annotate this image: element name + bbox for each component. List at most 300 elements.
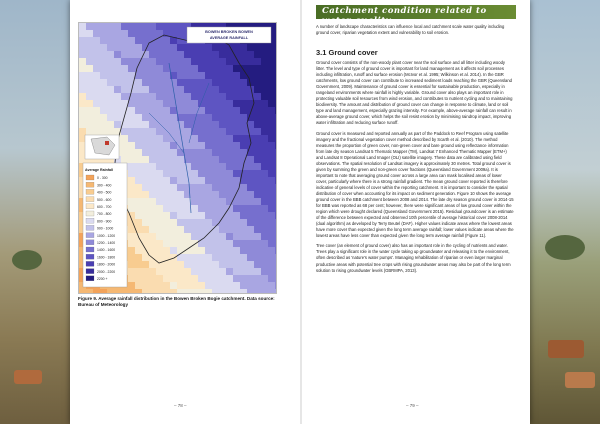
- rainfall-cell: [219, 247, 226, 254]
- rainfall-cell: [107, 289, 114, 293]
- rainfall-cell: [177, 268, 184, 275]
- rainfall-cell: [177, 93, 184, 100]
- rainfall-cell: [198, 142, 205, 149]
- rainfall-cell: [191, 79, 198, 86]
- rainfall-cell: [184, 86, 191, 93]
- rainfall-cell: [128, 128, 135, 135]
- rainfall-cell: [128, 30, 135, 37]
- rainfall-cell: [107, 65, 114, 72]
- rainfall-cell: [268, 107, 275, 114]
- rainfall-cell: [93, 37, 100, 44]
- rainfall-cell: [149, 205, 156, 212]
- right-page: [302, 0, 530, 424]
- rainfall-cell: [247, 191, 254, 198]
- paragraph: Tree cover (an element of ground cover) also has an important role in the cycling of nutrients and water. Trees play a significant role in the water cycle taking up groundwater and releasing it to the environment, often described as 'nature's water pumps'. Managing rehabilitation of riparian or even larger marginal productive areas with potential tree crops with rising groundwater areas may also be part of the long term solution to rising groundwater levels (GBRMPA, 2013).: [316, 243, 511, 273]
- rainfall-cell: [233, 100, 240, 107]
- rainfall-cell: [79, 44, 86, 51]
- rainfall-cell: [261, 128, 268, 135]
- rainfall-cell: [247, 212, 254, 219]
- rainfall-cell: [79, 37, 86, 44]
- rainfall-cell: [261, 79, 268, 86]
- rainfall-cell: [212, 212, 219, 219]
- rainfall-cell: [156, 254, 163, 261]
- rainfall-cell: [261, 149, 268, 156]
- rainfall-cell: [240, 86, 247, 93]
- rainfall-cell: [219, 149, 226, 156]
- rainfall-cell: [268, 44, 275, 51]
- rainfall-cell: [226, 86, 233, 93]
- rainfall-cell: [198, 163, 205, 170]
- rainfall-cell: [100, 86, 107, 93]
- rainfall-cell: [247, 65, 254, 72]
- rainfall-cell: [142, 142, 149, 149]
- rainfall-cell: [121, 128, 128, 135]
- legend-swatch: [86, 211, 94, 216]
- rainfall-cell: [79, 58, 86, 65]
- rainfall-cell: [226, 226, 233, 233]
- rainfall-cell: [177, 163, 184, 170]
- rainfall-cell: [198, 184, 205, 191]
- rainfall-cell: [198, 261, 205, 268]
- rainfall-cell: [100, 58, 107, 65]
- rainfall-cell: [163, 135, 170, 142]
- rainfall-cell: [107, 30, 114, 37]
- rainfall-cell: [226, 261, 233, 268]
- rainfall-cell: [121, 93, 128, 100]
- rainfall-cell: [128, 142, 135, 149]
- rainfall-cell: [261, 163, 268, 170]
- rainfall-cell: [170, 289, 177, 293]
- rainfall-cell: [149, 79, 156, 86]
- rainfall-cell: [205, 212, 212, 219]
- rainfall-cell: [254, 205, 261, 212]
- rainfall-cell: [170, 275, 177, 282]
- rainfall-cell: [128, 268, 135, 275]
- rainfall-cell: [156, 86, 163, 93]
- legend-label: 500 - 600: [97, 197, 112, 202]
- rainfall-cell: [107, 128, 114, 135]
- rainfall-cell: [219, 107, 226, 114]
- rainfall-cell: [268, 163, 275, 170]
- rainfall-cell: [177, 170, 184, 177]
- rainfall-cell: [163, 275, 170, 282]
- rainfall-cell: [261, 114, 268, 121]
- rainfall-cell: [163, 128, 170, 135]
- rainfall-cell: [121, 100, 128, 107]
- rainfall-cell: [100, 65, 107, 72]
- rainfall-cell: [177, 212, 184, 219]
- rainfall-cell: [268, 121, 275, 128]
- rainfall-cell: [226, 156, 233, 163]
- rainfall-cell: [170, 212, 177, 219]
- rainfall-cell: [268, 114, 275, 121]
- rainfall-cell: [156, 212, 163, 219]
- rainfall-cell: [86, 107, 93, 114]
- rainfall-cell: [191, 51, 198, 58]
- rainfall-cell: [198, 100, 205, 107]
- rainfall-cell: [205, 128, 212, 135]
- rainfall-cell: [163, 219, 170, 226]
- rainfall-cell: [275, 282, 276, 289]
- rainfall-cell: [254, 86, 261, 93]
- rainfall-cell: [135, 86, 142, 93]
- rainfall-cell: [254, 51, 261, 58]
- rainfall-cell: [184, 233, 191, 240]
- rainfall-cell: [170, 170, 177, 177]
- rainfall-cell: [205, 219, 212, 226]
- rainfall-map: [78, 22, 277, 294]
- rainfall-cell: [121, 37, 128, 44]
- legend-label: 700 - 800: [97, 212, 112, 217]
- rainfall-cell: [275, 23, 276, 30]
- rainfall-cell: [275, 135, 276, 142]
- rainfall-cell: [205, 275, 212, 282]
- rainfall-cell: [114, 93, 121, 100]
- rainfall-cell: [198, 121, 205, 128]
- rainfall-cell: [93, 30, 100, 37]
- rainfall-cell: [156, 184, 163, 191]
- rainfall-cell: [261, 240, 268, 247]
- rainfall-cell: [128, 121, 135, 128]
- subsection-heading: 3.1 Ground cover: [316, 48, 378, 57]
- rainfall-cell: [219, 268, 226, 275]
- rainfall-cell: [121, 79, 128, 86]
- rainfall-cell: [198, 191, 205, 198]
- rainfall-cell: [107, 121, 114, 128]
- legend-swatch: [86, 175, 94, 180]
- rainfall-cell: [114, 23, 121, 30]
- rainfall-cell: [156, 156, 163, 163]
- rainfall-cell: [275, 93, 276, 100]
- rainfall-cell: [184, 289, 191, 293]
- rainfall-cell: [268, 149, 275, 156]
- rainfall-cell: [184, 58, 191, 65]
- rainfall-cell: [212, 261, 219, 268]
- rainfall-cell: [198, 268, 205, 275]
- rainfall-cell: [128, 156, 135, 163]
- rainfall-cell: [121, 72, 128, 79]
- rainfall-cell: [191, 275, 198, 282]
- rainfall-cell: [198, 135, 205, 142]
- rainfall-cell: [233, 205, 240, 212]
- rainfall-cell: [128, 37, 135, 44]
- rainfall-cell: [135, 191, 142, 198]
- rainfall-cell: [233, 282, 240, 289]
- rainfall-cell: [107, 114, 114, 121]
- rainfall-cell: [170, 121, 177, 128]
- rainfall-cell: [219, 219, 226, 226]
- rainfall-cell: [128, 247, 135, 254]
- rainfall-cell: [184, 142, 191, 149]
- rainfall-cell: [240, 128, 247, 135]
- rainfall-cell: [268, 198, 275, 205]
- rainfall-cell: [142, 282, 149, 289]
- rainfall-cell: [128, 226, 135, 233]
- map-title-line1: BOWEN BROKEN BOWEN: [205, 30, 253, 34]
- rainfall-cell: [142, 65, 149, 72]
- rainfall-cell: [219, 65, 226, 72]
- rainfall-cell: [254, 93, 261, 100]
- rainfall-cell: [184, 163, 191, 170]
- rainfall-cell: [198, 282, 205, 289]
- rainfall-map-graphic: [79, 23, 276, 293]
- rainfall-cell: [226, 65, 233, 72]
- legend-swatch: [86, 254, 94, 259]
- rainfall-cell: [170, 79, 177, 86]
- rainfall-cell: [219, 72, 226, 79]
- rainfall-cell: [268, 142, 275, 149]
- rainfall-cell: [93, 58, 100, 65]
- rainfall-cell: [128, 282, 135, 289]
- rainfall-cell: [219, 51, 226, 58]
- rainfall-cell: [93, 72, 100, 79]
- rainfall-cell: [261, 268, 268, 275]
- rainfall-cell: [254, 247, 261, 254]
- rainfall-cell: [198, 93, 205, 100]
- rainfall-cell: [100, 128, 107, 135]
- rainfall-cell: [163, 79, 170, 86]
- rainfall-cell: [212, 184, 219, 191]
- rainfall-cell: [233, 121, 240, 128]
- rainfall-cell: [247, 233, 254, 240]
- rainfall-cell: [198, 149, 205, 156]
- rainfall-cell: [177, 58, 184, 65]
- rainfall-cell: [275, 72, 276, 79]
- rainfall-cell: [121, 23, 128, 30]
- rainfall-cell: [247, 254, 254, 261]
- rainfall-cell: [205, 86, 212, 93]
- rainfall-cell: [184, 128, 191, 135]
- rainfall-cell: [163, 191, 170, 198]
- rainfall-cell: [254, 107, 261, 114]
- rainfall-cell: [240, 114, 247, 121]
- rainfall-cell: [275, 191, 276, 198]
- rainfall-cell: [268, 184, 275, 191]
- rainfall-cell: [240, 289, 247, 293]
- rainfall-cell: [212, 289, 219, 293]
- rainfall-cell: [135, 275, 142, 282]
- rainfall-cell: [254, 198, 261, 205]
- rainfall-cell: [114, 107, 121, 114]
- rainfall-cell: [177, 177, 184, 184]
- rainfall-cell: [93, 100, 100, 107]
- rainfall-cell: [268, 233, 275, 240]
- rainfall-cell: [149, 289, 156, 293]
- rainfall-cell: [142, 163, 149, 170]
- rainfall-cell: [191, 268, 198, 275]
- rainfall-cell: [156, 51, 163, 58]
- rainfall-cell: [254, 212, 261, 219]
- rainfall-cell: [163, 23, 170, 30]
- rainfall-cell: [100, 44, 107, 51]
- rainfall-cell: [191, 44, 198, 51]
- rainfall-cell: [219, 233, 226, 240]
- rainfall-cell: [254, 219, 261, 226]
- legend-label: 2200 +: [97, 277, 108, 281]
- rainfall-cell: [100, 51, 107, 58]
- rainfall-cell: [163, 65, 170, 72]
- rainfall-cell: [100, 72, 107, 79]
- rainfall-cell: [93, 114, 100, 121]
- rainfall-cell: [142, 128, 149, 135]
- rainfall-cell: [170, 198, 177, 205]
- rainfall-cell: [212, 282, 219, 289]
- rainfall-cell: [142, 212, 149, 219]
- rainfall-cell: [149, 107, 156, 114]
- rainfall-cell: [254, 149, 261, 156]
- rainfall-cell: [191, 58, 198, 65]
- rainfall-cell: [240, 51, 247, 58]
- rainfall-cell: [191, 142, 198, 149]
- rainfall-cell: [142, 121, 149, 128]
- rainfall-cell: [149, 30, 156, 37]
- rainfall-cell: [226, 247, 233, 254]
- rainfall-cell: [191, 247, 198, 254]
- rainfall-cell: [135, 149, 142, 156]
- rainfall-cell: [254, 65, 261, 72]
- legend-label: 0 - 300: [97, 176, 108, 181]
- rainfall-cell: [254, 128, 261, 135]
- rainfall-cell: [205, 226, 212, 233]
- rainfall-cell: [247, 261, 254, 268]
- rainfall-cell: [205, 177, 212, 184]
- rainfall-cell: [100, 121, 107, 128]
- rainfall-cell: [86, 51, 93, 58]
- legend-swatch: [86, 261, 94, 266]
- rainfall-cell: [107, 79, 114, 86]
- rainfall-cell: [212, 177, 219, 184]
- rainfall-cell: [142, 184, 149, 191]
- rainfall-cell: [163, 170, 170, 177]
- rainfall-cell: [254, 184, 261, 191]
- legend-swatch: [86, 189, 94, 194]
- rainfall-cell: [205, 163, 212, 170]
- rainfall-cell: [163, 51, 170, 58]
- paragraph: Ground cover is measured and reported annually as part of the Paddock to Reef Program using satellite imagery and the fractional vegetation cover method described by Scarth et al. (2010). The method measures the proportion of green cover, non-green cover and bare ground using reflectance information from late dry season Landsat 5 Thematic Mapper (TM), Landsat 7 Enhanced Thematic Mapper (ETM+) and Landsat 8 Operational Land Imager (OLI) satellite imagery. These data are calibrated using field observations. The spatial resolution of Landsat imagery is approximately 30 metres. Total ground cover is given by summing the green and non-green cover fractions (Queensland Government 2009a). It is important to note that averaging ground cover across a large area can mask localised areas of lower cover, particularly where there is a strong rainfall gradient. The mean ground cover reported is therefore indicative of general levels of cover within the reporting catchment. It is important to consider the spatial distribution of cover when accounting for its impact on sediment generation. Figure 10 shows the average ground cover in the BBB catchment between 2008 and 2014. The late dry season ground cover in 2014-15 for BBB was reported as 68 per cent; however, there were significant areas of low ground cover within the region which were drought declared (Queensland Government 2015). Residual groundcover is an estimate of the difference between expected and observed 10th percentile of average historical cover 2008-2014 (dual algorithm) as developed by Terry Beutel (DAF). Higher values indicate areas where the lowest areas have more cover than expected given the long term average rainfall; lower values indicate areas where the lowest areas have less cover than expected given the long term average rainfall (Figure 11).: [316, 130, 514, 239]
- rainfall-cell: [191, 289, 198, 293]
- rainfall-cell: [170, 268, 177, 275]
- rainfall-cell: [226, 163, 233, 170]
- rainfall-cell: [184, 51, 191, 58]
- rainfall-cell: [226, 212, 233, 219]
- rainfall-cell: [93, 79, 100, 86]
- rainfall-cell: [184, 149, 191, 156]
- rainfall-cell: [135, 44, 142, 51]
- rainfall-cell: [184, 226, 191, 233]
- rainfall-cell: [268, 261, 275, 268]
- rainfall-cell: [121, 65, 128, 72]
- rainfall-cell: [198, 79, 205, 86]
- rainfall-cell: [261, 65, 268, 72]
- rainfall-cell: [177, 282, 184, 289]
- rainfall-cell: [198, 219, 205, 226]
- page-number-right: – 79 –: [406, 403, 419, 408]
- rainfall-cell: [191, 93, 198, 100]
- rainfall-cell: [261, 93, 268, 100]
- rainfall-cell: [268, 156, 275, 163]
- rainfall-cell: [233, 268, 240, 275]
- rainfall-cell: [156, 128, 163, 135]
- rainfall-cell: [100, 30, 107, 37]
- rainfall-cell: [142, 219, 149, 226]
- rainfall-cell: [205, 100, 212, 107]
- rainfall-cell: [191, 114, 198, 121]
- rainfall-cell: [205, 107, 212, 114]
- rainfall-cell: [142, 226, 149, 233]
- rainfall-cell: [268, 51, 275, 58]
- legend-swatch: [86, 204, 94, 209]
- rainfall-cell: [170, 51, 177, 58]
- rainfall-cell: [212, 233, 219, 240]
- rainfall-cell: [142, 86, 149, 93]
- rainfall-cell: [212, 79, 219, 86]
- rainfall-cell: [121, 86, 128, 93]
- rainfall-cell: [212, 275, 219, 282]
- rainfall-cell: [233, 114, 240, 121]
- rainfall-cell: [184, 254, 191, 261]
- rainfall-cell: [170, 254, 177, 261]
- rainfall-cell: [275, 100, 276, 107]
- rainfall-cell: [219, 142, 226, 149]
- rainfall-cell: [156, 44, 163, 51]
- rainfall-cell: [261, 100, 268, 107]
- rainfall-cell: [86, 86, 93, 93]
- rainfall-cell: [156, 135, 163, 142]
- rainfall-cell: [135, 163, 142, 170]
- rainfall-cell: [233, 72, 240, 79]
- legend-swatch: [86, 225, 94, 230]
- rainfall-cell: [198, 65, 205, 72]
- rainfall-cell: [275, 212, 276, 219]
- rainfall-cell: [79, 289, 86, 293]
- rainfall-cell: [233, 128, 240, 135]
- rainfall-cell: [149, 135, 156, 142]
- rainfall-cell: [100, 100, 107, 107]
- rainfall-cell: [163, 233, 170, 240]
- rainfall-cell: [268, 240, 275, 247]
- rainfall-cell: [142, 79, 149, 86]
- rainfall-cell: [205, 282, 212, 289]
- rainfall-cell: [226, 177, 233, 184]
- rainfall-cell: [156, 107, 163, 114]
- rainfall-cell: [275, 240, 276, 247]
- rainfall-cell: [184, 219, 191, 226]
- rainfall-cell: [261, 289, 268, 293]
- rainfall-cell: [135, 142, 142, 149]
- rainfall-cell: [261, 86, 268, 93]
- rainfall-cell: [205, 149, 212, 156]
- rainfall-cell: [240, 184, 247, 191]
- rainfall-cell: [177, 79, 184, 86]
- rainfall-cell: [163, 72, 170, 79]
- rainfall-cell: [226, 254, 233, 261]
- rainfall-cell: [254, 156, 261, 163]
- rainfall-cell: [177, 72, 184, 79]
- rainfall-cell: [268, 65, 275, 72]
- rainfall-cell: [212, 247, 219, 254]
- rainfall-cell: [254, 268, 261, 275]
- rainfall-cell: [226, 219, 233, 226]
- rainfall-cell: [212, 93, 219, 100]
- rainfall-cell: [240, 107, 247, 114]
- rainfall-cell: [121, 156, 128, 163]
- rainfall-cell: [212, 65, 219, 72]
- rainfall-cell: [79, 72, 86, 79]
- rainfall-cell: [268, 205, 275, 212]
- rainfall-cell: [198, 86, 205, 93]
- rainfall-cell: [275, 170, 276, 177]
- rainfall-cell: [142, 205, 149, 212]
